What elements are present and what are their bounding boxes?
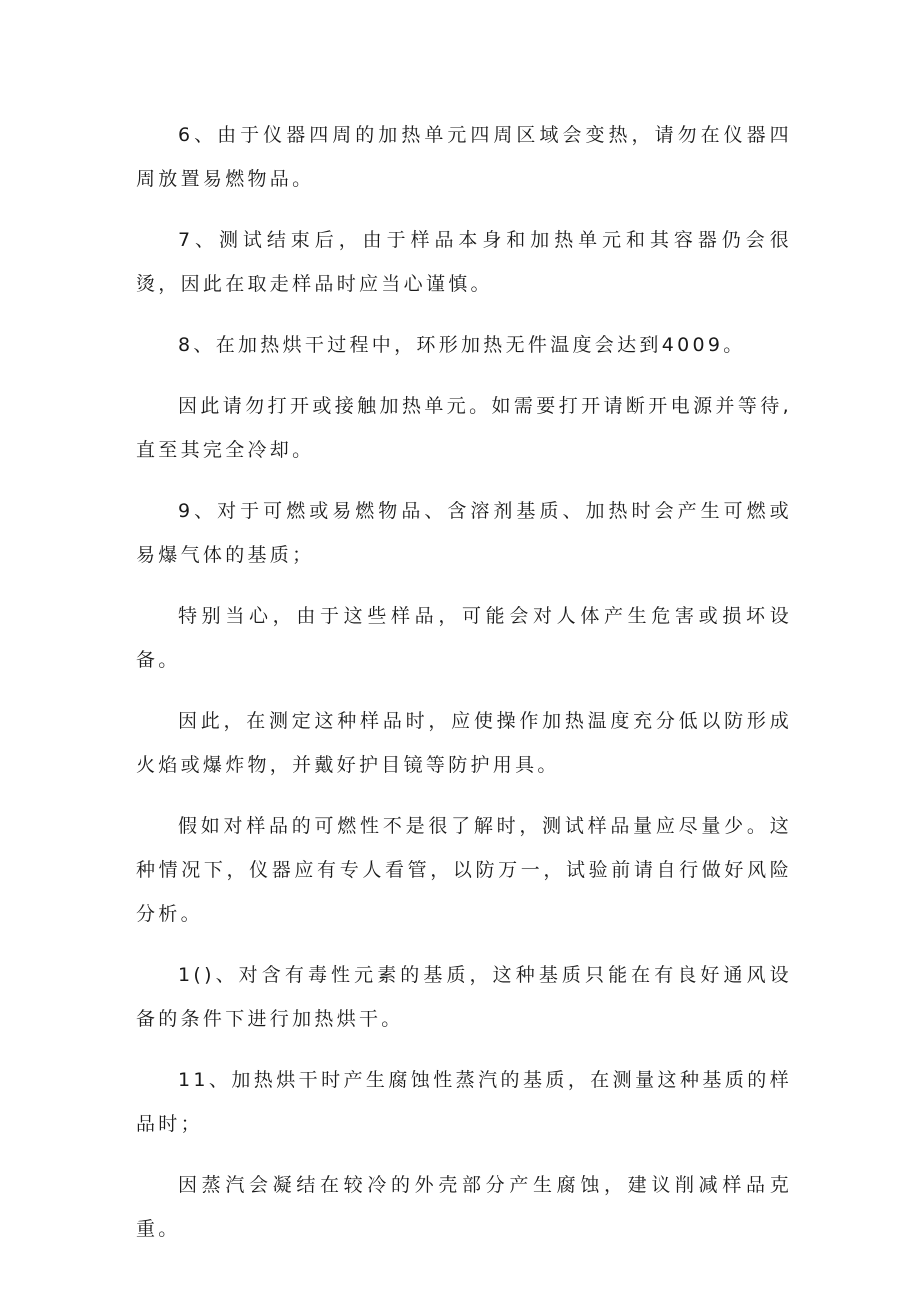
paragraph-item-9: 9、对于可燃或易燃物品、含溶剂基质、加热时会产生可燃或易爆气体的基质；: [136, 500, 792, 566]
paragraph-item-8-continued: 因此请勿打开或接触加热单元。如需要打开请断开电源并等待,直至其完全冷却。: [136, 395, 792, 461]
paragraph-item-10: 1()、对含有毒性元素的基质，这种基质只能在有良好通风设备的条件下进行加热烘干。: [136, 964, 792, 1030]
paragraph-item-9-measures: 因此，在测定这种样品时，应使操作加热温度充分低以防形成火焰或爆炸物，并戴好护目镜等防护用具。: [136, 710, 792, 776]
paragraph-item-9-flammability: 假如对样品的可燃性不是很了解时，测试样品量应尽量少。这种情况下，仪器应有专人看管，以防万一，试验前请自行做好风险分析。: [136, 815, 792, 925]
paragraph-item-9-caution: 特别当心，由于这些样品，可能会对人体产生危害或损坏设备。: [136, 605, 792, 671]
paragraph-item-11: 11、加热烘干时产生腐蚀性蒸汽的基质，在测量这种基质的样品时；: [136, 1069, 792, 1135]
paragraph-item-8: 8、在加热烘干过程中，环形加热无件温度会达到4009。: [178, 334, 746, 356]
paragraph-item-11-continued: 因蒸汽会凝结在较冷的外壳部分产生腐蚀，建议削减样品克重。: [136, 1174, 792, 1240]
paragraph-item-6: 6、由于仪器四周的加热单元四周区域会变热，请勿在仪器四周放置易燃物品。: [136, 124, 792, 190]
document-body: [136, 113, 792, 1268]
paragraph-item-7: 7、测试结束后，由于样品本身和加热单元和其容器仍会很烫，因此在取走样品时应当心谨慎。: [136, 229, 792, 295]
